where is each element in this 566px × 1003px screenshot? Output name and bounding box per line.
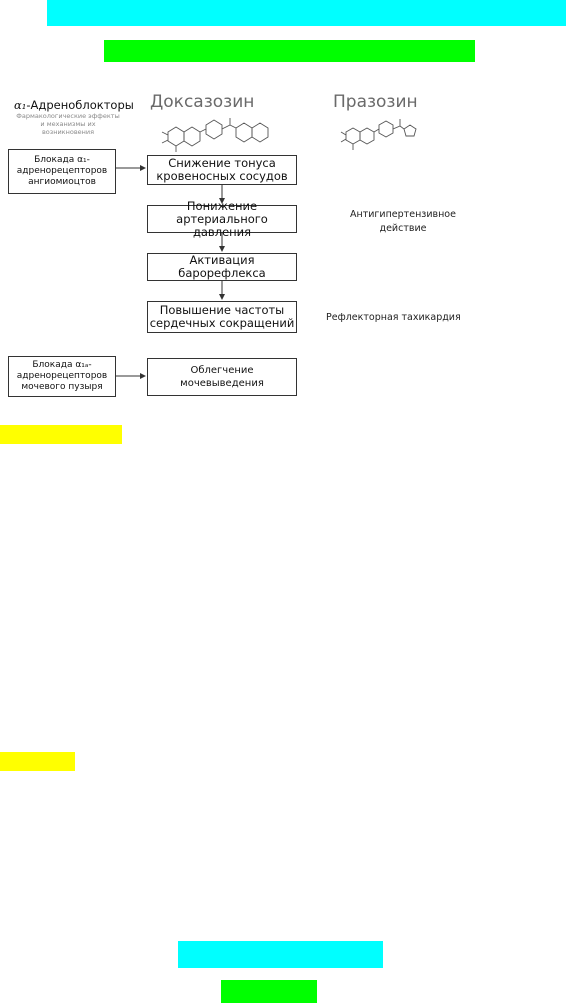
left-box-angiomyocytes: Блокада α₁-адренорецепторов ангиомиоцтов <box>8 149 116 194</box>
prazosin-structure <box>341 119 416 150</box>
bottom-cyan-bar <box>178 941 383 968</box>
top-green-bar <box>104 40 475 62</box>
drug-name-doxazosin: Доксазозин <box>150 92 255 112</box>
chain-box-baroreflex: Активация барорефлекса <box>147 253 297 281</box>
chain-box-vascular-tone: Снижение тонуса кровеносных сосудов <box>147 155 297 185</box>
top-cyan-bar <box>47 0 566 26</box>
slide-subtitle: Фармакологические эффекты и механизмы их возникновения <box>16 112 120 136</box>
yellow-bar-2 <box>0 752 75 771</box>
left-box-bladder: Блокада α₁ₐ-адренорецепторов мочевого пузыря <box>8 356 116 397</box>
chain-box-heart-rate: Повышение частоты сердечных сокращений <box>147 301 297 333</box>
doxazosin-structure <box>162 118 268 152</box>
chain-box-blood-pressure: Понижение артериального давления <box>147 205 297 233</box>
drug-name-prazosin: Празозин <box>333 92 418 112</box>
effect-antihypertensive: Антигипертензивное действие <box>350 209 456 234</box>
slide <box>0 70 566 410</box>
effect-tachycardia: Рефлекторная тахикардия <box>326 312 461 323</box>
alpha-symbol: α₁ <box>14 98 27 112</box>
yellow-bar-1 <box>0 425 122 444</box>
slide-title-text: -Адреноблокторы <box>26 98 134 112</box>
slide-title <box>14 98 134 112</box>
chain-box-urination: Облегчение мочевыведения <box>147 358 297 396</box>
bottom-green-bar <box>221 980 317 1003</box>
